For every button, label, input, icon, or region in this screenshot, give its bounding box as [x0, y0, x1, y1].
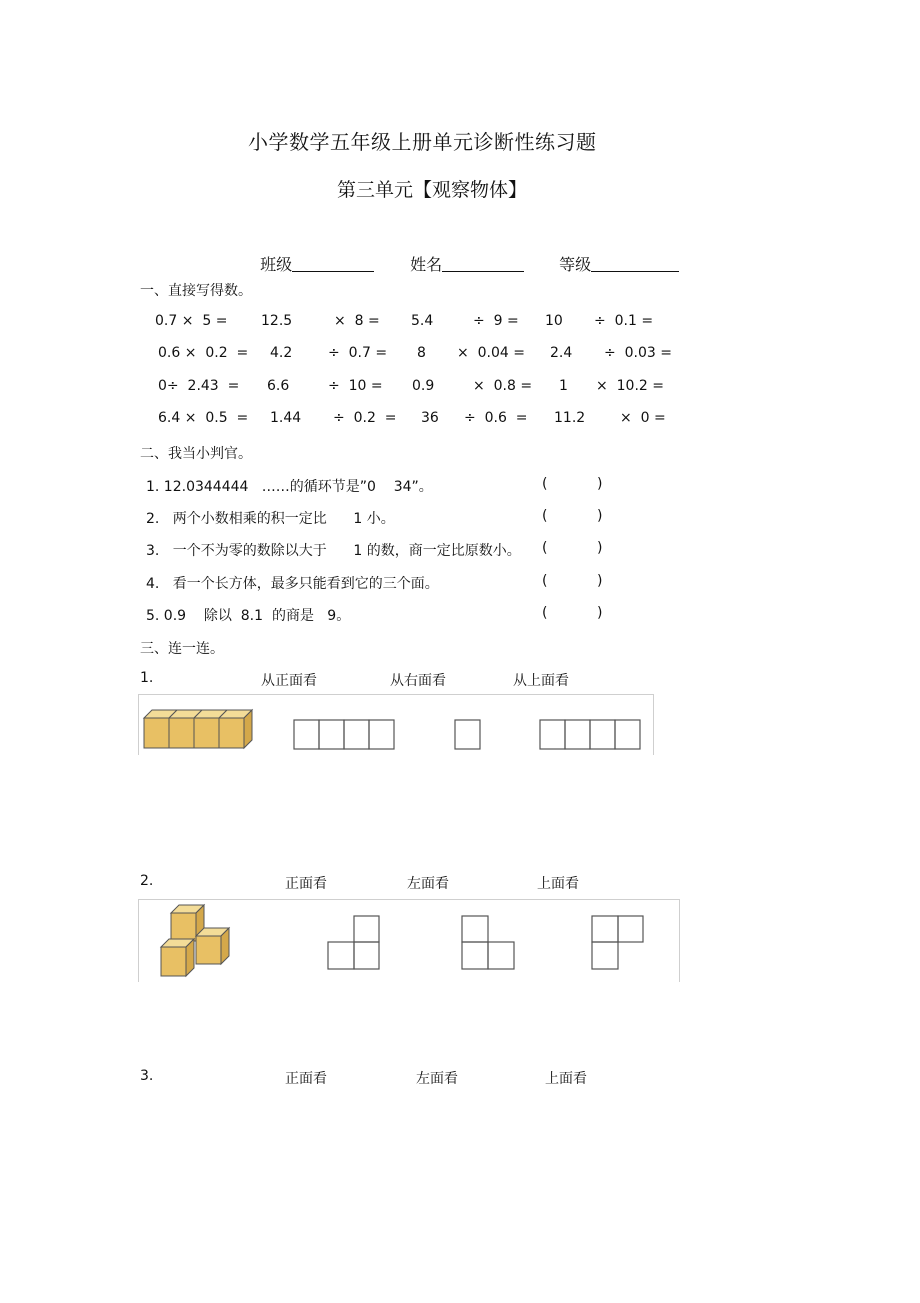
q2-number: 2. — [140, 873, 154, 889]
q2-cube-stack-figure[interactable] — [155, 903, 235, 979]
calc-cell: × 0.04 = — [457, 345, 525, 361]
calc-cell: ÷ 0.2 = — [333, 410, 397, 426]
calc-cell: × 0.8 = — [473, 378, 533, 394]
calc-cell: 6.6 — [267, 378, 290, 394]
answer-paren-close[interactable]: ) — [597, 605, 603, 621]
calc-cell: ÷ 0.03 = — [604, 345, 672, 361]
answer-paren-open[interactable]: ( — [542, 573, 548, 589]
class-blank[interactable] — [292, 255, 374, 272]
grade-field — [549, 233, 679, 275]
calc-cell: 4.2 — [270, 345, 293, 361]
calc-cell: ÷ 0.1 = — [594, 313, 654, 329]
calc-cell: ÷ 0.7 = — [328, 345, 388, 361]
calc-cell: 0.7 × 5 = — [155, 313, 228, 329]
answer-paren-open[interactable]: ( — [542, 476, 548, 492]
calc-cell: 6.4 × 0.5 = — [158, 410, 249, 426]
calc-cell: 5.4 — [411, 313, 434, 329]
q1-number: 1. — [140, 670, 154, 686]
class-field — [250, 233, 374, 275]
page-title: 小学数学五年级上册单元诊断性练习题 — [248, 130, 597, 154]
section2-heading: 二、我当小判官。 — [140, 446, 252, 462]
calc-cell: 1.44 — [270, 410, 302, 426]
page-subtitle: 第三单元【观察物体】 — [337, 179, 528, 201]
calc-cell: 1 — [559, 378, 568, 394]
q2-view-c[interactable] — [590, 914, 648, 972]
q3-label-front: 正面看 — [285, 1071, 327, 1087]
judge-text: 2. 两个小数相乘的积一定比 1 小。 — [146, 511, 395, 527]
q1-view-top[interactable] — [538, 718, 644, 752]
q1-label-top: 从上面看 — [513, 673, 569, 689]
section1-heading: 一、直接写得数。 — [140, 283, 252, 299]
calc-cell: ÷ 10 = — [328, 378, 383, 394]
answer-paren-close[interactable]: ) — [597, 573, 603, 589]
name-blank[interactable] — [442, 255, 524, 272]
q2-view-a[interactable] — [326, 914, 382, 972]
calc-cell: 10 — [545, 313, 563, 329]
calc-cell: 12.5 — [261, 313, 293, 329]
answer-paren-close[interactable]: ) — [597, 508, 603, 524]
q1-view-right[interactable] — [453, 718, 483, 752]
judge-text: 5. 0.9 除以 8.1 的商是 9。 — [146, 608, 351, 624]
calc-cell: 2.4 — [550, 345, 573, 361]
grade-blank[interactable] — [591, 255, 679, 272]
name-label: 姓名 — [410, 255, 443, 274]
answer-paren-close[interactable]: ) — [597, 540, 603, 556]
q2-label-top: 上面看 — [537, 876, 579, 892]
judge-text: 4. 看一个长方体，最多只能看到它的三个面。 — [146, 576, 439, 592]
q2-label-front: 正面看 — [285, 876, 327, 892]
class-label: 班级 — [260, 255, 293, 274]
name-field — [400, 233, 524, 275]
q1-label-front: 从正面看 — [261, 673, 317, 689]
q1-cube-row-figure[interactable] — [140, 700, 260, 754]
answer-paren-open[interactable]: ( — [542, 540, 548, 556]
answer-paren-open[interactable]: ( — [542, 605, 548, 621]
section3-heading: 三、连一连。 — [140, 641, 224, 657]
q3-label-left: 左面看 — [416, 1071, 458, 1087]
q1-view-front[interactable] — [292, 718, 398, 752]
grade-label: 等级 — [559, 255, 592, 274]
calc-cell: × 10.2 = — [596, 378, 664, 394]
calc-cell: 0.9 — [412, 378, 435, 394]
judge-text: 3. 一个不为零的数除以大于 1 的数，商一定比原数小。 — [146, 543, 521, 559]
calc-cell: × 8 = — [334, 313, 380, 329]
calc-cell: 36 — [421, 410, 439, 426]
q2-view-b[interactable] — [460, 914, 518, 972]
calc-cell: 8 — [417, 345, 426, 361]
calc-cell: 0.6 × 0.2 = — [158, 345, 249, 361]
judge-text: 1. 12.0344444 ……的循环节是”0 34”。 — [146, 479, 433, 495]
calc-cell: ÷ 9 = — [473, 313, 519, 329]
answer-paren-open[interactable]: ( — [542, 508, 548, 524]
calc-cell: 11.2 — [554, 410, 586, 426]
q3-number: 3. — [140, 1068, 154, 1084]
q1-label-right: 从右面看 — [390, 673, 446, 689]
calc-cell: × 0 = — [620, 410, 666, 426]
q3-label-top: 上面看 — [545, 1071, 587, 1087]
calc-cell: ÷ 0.6 = — [464, 410, 528, 426]
q2-label-left: 左面看 — [407, 876, 449, 892]
calc-cell: 0÷ 2.43 = — [158, 378, 240, 394]
answer-paren-close[interactable]: ) — [597, 476, 603, 492]
